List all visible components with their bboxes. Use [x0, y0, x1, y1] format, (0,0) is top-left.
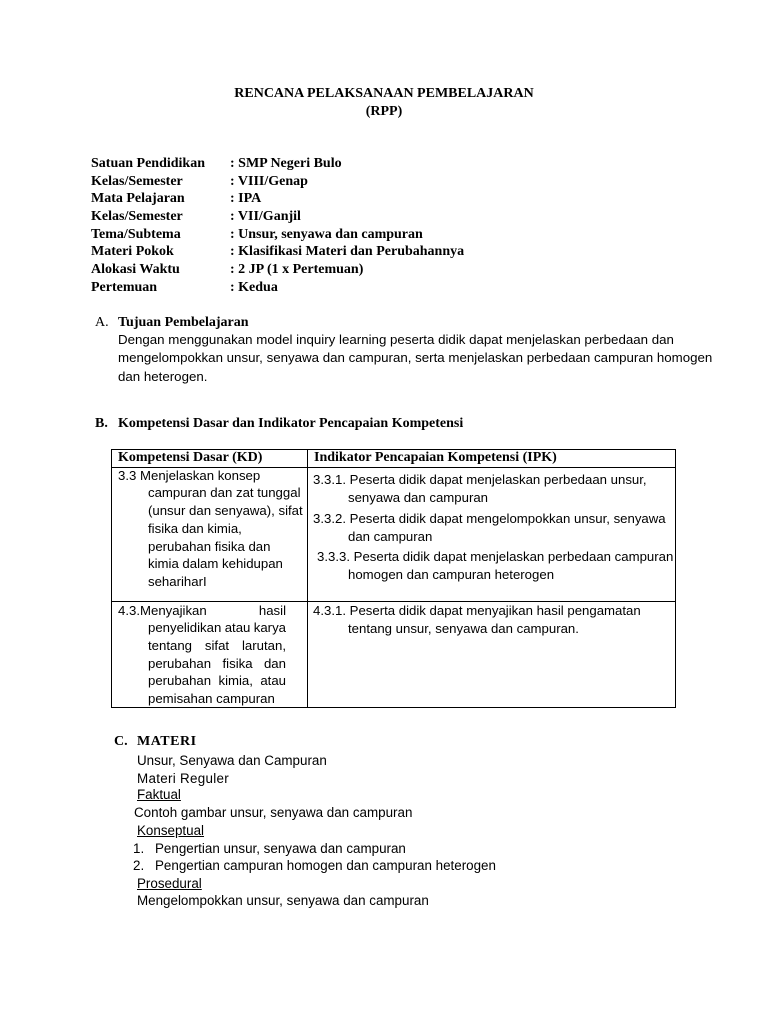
- kd-word: karya: [253, 620, 286, 635]
- table-row: [112, 602, 676, 708]
- kd-line: [148, 673, 286, 688]
- identity-value: : SMP Negeri Bulo: [230, 156, 342, 171]
- identity-value: : Unsur, senyawa dan campuran: [230, 227, 423, 242]
- materi-topic: Unsur, Senyawa dan Campuran: [137, 753, 327, 768]
- kd-line: 3.3 Menjelaskan konsep: [118, 468, 261, 483]
- kd-word: larutan,: [242, 638, 286, 653]
- konseptual-num: 2.: [133, 858, 145, 873]
- section-a-heading: Tujuan Pembelajaran: [118, 315, 249, 330]
- kd-word: tentang: [148, 638, 192, 653]
- section-a-text-line: Dengan menggunakan model inquiry learning peserta didik dapat menjelaskan perbedaan dan: [118, 332, 674, 347]
- materi-type: Materi Reguler: [137, 771, 230, 786]
- ipk-line: 3.3.2. Peserta didik dapat mengelompokkan unsur, senyawa: [313, 511, 666, 526]
- ipk-line: senyawa dan campuran: [348, 490, 489, 505]
- konseptual-item: Pengertian unsur, senyawa dan campuran: [155, 841, 406, 856]
- identity-label: Tema/Subtema: [91, 227, 181, 242]
- kd-line: kimia dalam kehidupan: [148, 556, 283, 571]
- konseptual-label: Konseptual: [137, 823, 205, 838]
- section-a-text-line: dan heterogen.: [118, 369, 208, 384]
- identity-label: Materi Pokok: [91, 244, 174, 259]
- ipk-line: 3.3.3. Peserta didik dapat menjelaskan perbedaan campuran: [317, 549, 674, 564]
- ipk-line: homogen dan campuran heterogen: [348, 567, 555, 582]
- kd-line: (unsur dan senyawa), sifat: [148, 503, 303, 518]
- faktual-label: Faktual: [137, 787, 181, 802]
- document-title: RENCANA PELAKSANAAN PEMBELAJARAN: [234, 86, 534, 101]
- kd-line: [148, 620, 286, 635]
- kd-word: perubahan: [148, 673, 212, 688]
- section-b-marker: B.: [95, 416, 108, 431]
- identity-value: : IPA: [230, 191, 262, 206]
- section-c-marker: C.: [114, 734, 128, 749]
- kd-word: dan: [263, 656, 286, 671]
- kd-line: sehariharI: [148, 574, 207, 589]
- identity-label: Kelas/Semester: [91, 174, 183, 189]
- kd-cell: [112, 602, 308, 708]
- kd-word: atau: [260, 673, 286, 688]
- kd-word: atau: [224, 620, 251, 635]
- identity-value: : VIII/Genap: [230, 174, 308, 189]
- section-b-heading: Kompetensi Dasar dan Indikator Pencapaian Kompetensi: [118, 416, 464, 431]
- kd-line: [118, 603, 286, 618]
- section-a-marker: A.: [95, 315, 109, 330]
- identity-label: Pertemuan: [91, 280, 158, 295]
- section-c-heading: MATERI: [137, 734, 197, 749]
- kd-word: 4.3.Menyajikan: [118, 603, 207, 618]
- ipk-cell: [308, 468, 676, 602]
- ipk-line: 4.3.1. Peserta didik dapat menyajikan hasil pengamatan: [313, 603, 641, 618]
- identity-label: Kelas/Semester: [91, 209, 183, 224]
- table-row: [112, 468, 676, 602]
- kd-word: sifat: [204, 638, 230, 653]
- kd-line: pemisahan campuran: [148, 691, 275, 706]
- kd-word: fisika: [222, 656, 253, 671]
- kd-line: campuran dan zat tunggal: [148, 485, 301, 500]
- identity-value: : Kedua: [230, 280, 278, 295]
- kd-line: [148, 656, 286, 671]
- kd-word: hasil: [258, 603, 286, 618]
- prosedural-label: Prosedural: [137, 876, 202, 891]
- kd-cell: [112, 468, 308, 602]
- faktual-text: Contoh gambar unsur, senyawa dan campuran: [134, 805, 413, 820]
- ipk-line: 3.3.1. Peserta didik dapat menjelaskan perbedaan unsur,: [313, 472, 647, 487]
- kd-line: [148, 638, 286, 653]
- section-a-text-line: mengelompokkan unsur, senyawa dan campuran, serta menjelaskan perbedaan campuran homogen: [118, 350, 713, 365]
- identity-label: Satuan Pendidikan: [91, 156, 205, 171]
- kd-word: kimia,: [218, 673, 253, 688]
- document-subtitle: (RPP): [365, 104, 403, 119]
- table-header-kd: Kompetensi Dasar (KD): [112, 450, 308, 468]
- kd-word: penyelidikan: [148, 620, 222, 635]
- competency-table: [111, 449, 676, 708]
- kd-line: perubahan fisika dan: [148, 539, 271, 554]
- table-header-row: [112, 450, 676, 468]
- kd-word: perubahan: [148, 656, 212, 671]
- identity-value: : 2 JP (1 x Pertemuan): [230, 262, 364, 277]
- table-header-ipk: Indikator Pencapaian Kompetensi (IPK): [308, 450, 676, 468]
- konseptual-item: Pengertian campuran homogen dan campuran heterogen: [155, 858, 496, 873]
- ipk-line: dan campuran: [348, 529, 433, 544]
- identity-value: : Klasifikasi Materi dan Perubahannya: [230, 244, 465, 259]
- ipk-cell: [308, 602, 676, 708]
- identity-value: : VII/Ganjil: [230, 209, 301, 224]
- kd-line: fisika dan kimia,: [148, 521, 242, 536]
- prosedural-text: Mengelompokkan unsur, senyawa dan campuran: [137, 893, 429, 908]
- konseptual-num: 1.: [133, 841, 145, 856]
- identity-label: Alokasi Waktu: [91, 262, 180, 277]
- identity-label: Mata Pelajaran: [91, 191, 185, 206]
- ipk-line: tentang unsur, senyawa dan campuran.: [348, 621, 579, 636]
